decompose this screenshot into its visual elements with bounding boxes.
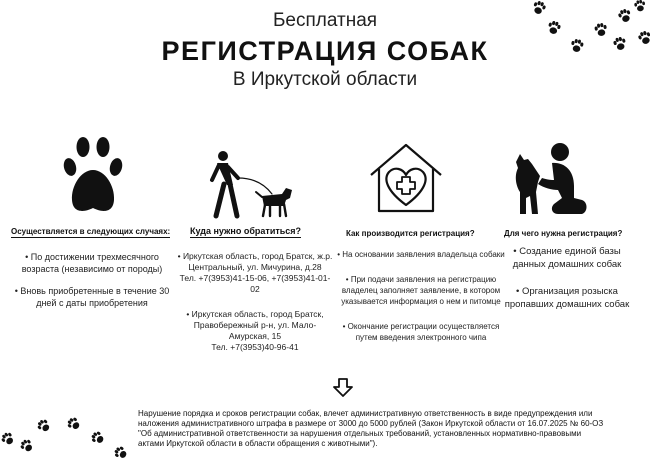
col2-phones-1: Тел. +7(3953)41-15-06, +7(3953)41-01-02 xyxy=(179,273,331,294)
col2-text xyxy=(176,251,334,363)
col1-heading: Осуществляется в следующих случаях: xyxy=(11,227,171,236)
page-title: РЕГИСТРАЦИЯ СОБАК xyxy=(161,36,489,66)
header-subtitle-region: В Иркутской области xyxy=(232,69,418,90)
legal-notice-line-4: актами Иркутской области в области обращения с животными"). xyxy=(138,439,378,448)
arrow-down-icon xyxy=(332,378,354,398)
header-subtitle-top: Бесплатная xyxy=(272,10,378,31)
col3-text xyxy=(332,249,510,353)
person-walking-dog-icon xyxy=(200,150,300,220)
col3-heading: Как производится регистрация? xyxy=(346,229,475,238)
legal-notice-line-2: наложения административного штрафа в размере от 3000 до 5000 рублей (Закон Иркутской области от 16.07.2025 № 60-ОЗ xyxy=(138,419,604,428)
col3-item-2: • При подачи заявления на регистрацию владелец заполняет заявление, в котором указывается информация о нем и питомце xyxy=(341,275,501,306)
col4-item-2: • Организация розыска пропавших домашних собак xyxy=(504,286,630,310)
col4-item-1: • Создание единой базы данных домашних собак xyxy=(512,246,622,270)
col3-item-1: • На основании заявления владельца собаки xyxy=(337,250,505,259)
col4-text xyxy=(498,245,636,321)
col2-heading: Куда нужно обратиться? xyxy=(190,226,302,236)
paw-prints-bottom-left-icon xyxy=(0,408,130,459)
col2-address-1: • Иркутская область, город Братск, ж.р. Центральный, ул. Мичурина, д.28 xyxy=(177,251,333,272)
legal-notice-line-1: Нарушение порядка и сроков регистрации собак, влечет административную ответственность в виде предупреждения или xyxy=(138,409,593,418)
col2-address-2: • Иркутская область, город Братск, Правобережный р-н, ул. Мало-Амурская, 15 xyxy=(186,309,324,341)
legal-notice xyxy=(138,409,628,449)
col3-item-3: • Окончание регистрации осуществляется путем введения электронного чипа xyxy=(342,322,500,342)
vet-clinic-house-icon xyxy=(367,139,445,217)
col4-heading: Для чего нужна регистрация? xyxy=(504,229,623,238)
col2-phones-2: Тел. +7(3953)40-96-41 xyxy=(211,342,299,352)
person-hugging-dog-icon xyxy=(508,140,590,220)
legal-notice-line-3: "Об административной ответственности за нарушения отдельных требований, установленных нормативно-правовыми xyxy=(138,429,582,438)
col1-item-1: • По достижении трехмесячного возраста (независимо от породы) xyxy=(21,252,163,274)
col1-item-2: • Вновь приобретенные в течение 30 дней с даты приобретения xyxy=(14,286,170,308)
paw-icon xyxy=(63,134,123,219)
col1-text xyxy=(8,251,176,319)
